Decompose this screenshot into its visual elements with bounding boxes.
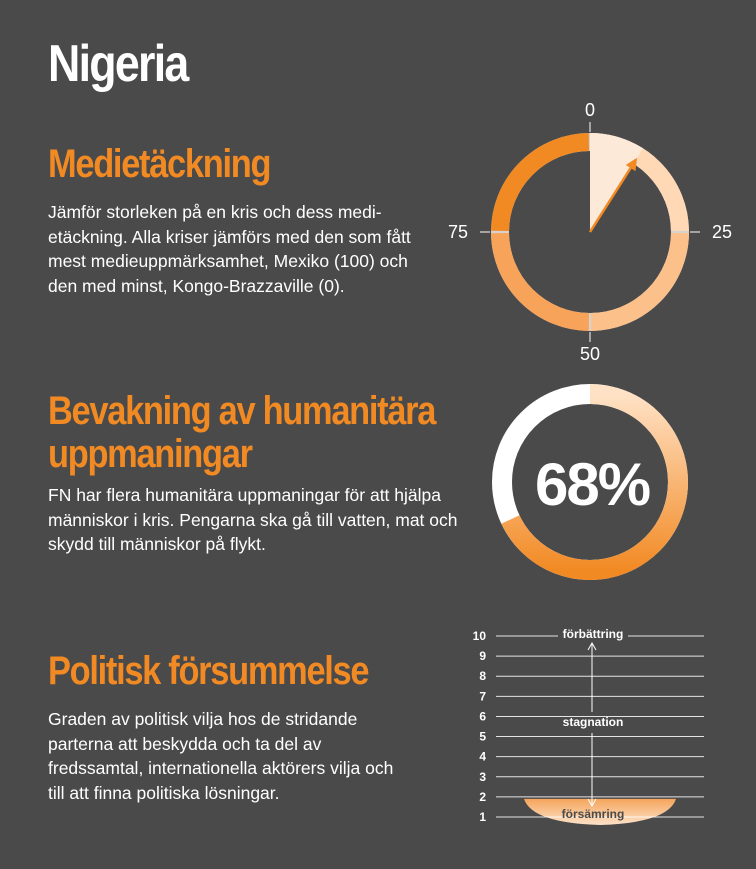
appeals-heading-line2: uppmaningar xyxy=(48,432,252,476)
scale-level-label: 2 xyxy=(479,789,486,804)
scale-level-label: 9 xyxy=(479,649,486,664)
scale-level-label: 4 xyxy=(479,749,486,764)
gauge-ring-quadrant-3 xyxy=(500,233,589,322)
scale-level-label: 5 xyxy=(479,729,486,744)
scale-level-label: 8 xyxy=(479,669,486,684)
political-neglect-scale xyxy=(473,626,704,825)
gauge-tick-label: 75 xyxy=(447,222,468,242)
scale-middle-label: stagnation xyxy=(562,715,624,729)
political-neglect-description: Graden av politisk vilja hos de stridande parterna att beskydda och ta del av fredssamtal, internationella aktörers vilja och till att finna politiska lösningar. xyxy=(48,709,394,803)
gauge-tick-label: 50 xyxy=(579,344,601,364)
appeal-funding-donut xyxy=(502,394,678,570)
scale-level-label: 1 xyxy=(479,810,486,824)
gauge-tick-label: 0 xyxy=(584,100,596,120)
gauge-tick-label: 25 xyxy=(712,222,733,242)
scale-level-label: 3 xyxy=(479,769,486,784)
gauge-ring-quadrant-2 xyxy=(591,233,680,322)
scale-top-label: förbättring xyxy=(562,627,624,641)
media-coverage-gauge xyxy=(448,100,732,364)
appeal-funding-percentage: 68% xyxy=(534,451,650,518)
political-neglect-heading: Politisk försummelse xyxy=(48,649,369,693)
scale-level-label: 7 xyxy=(479,689,486,704)
appeals-heading-line1: Bevakning av humanitära xyxy=(48,389,436,433)
scale-level-label: 6 xyxy=(479,709,486,724)
appeals-description: FN har flera humanitära uppmaningar för att hjälpa människor i kris. Pengarna ska gå till vatten, mat och skydd till människor på flykt. xyxy=(48,485,458,554)
gauge-ring-quadrant-4 xyxy=(500,142,589,231)
media-coverage-description: Jämför storleken på en kris och dess medi-etäckning. Alla kriser jämförs med den som fått mest medieuppmärksamhet, Mexiko (100) och den med minst, Kongo-Brazzaville (0). xyxy=(48,202,411,296)
scale-bottom-label: försämring xyxy=(561,807,625,821)
media-coverage-heading: Medietäckning xyxy=(48,142,271,186)
country-title: Nigeria xyxy=(48,35,188,93)
scale-level-label: 10 xyxy=(472,629,486,643)
